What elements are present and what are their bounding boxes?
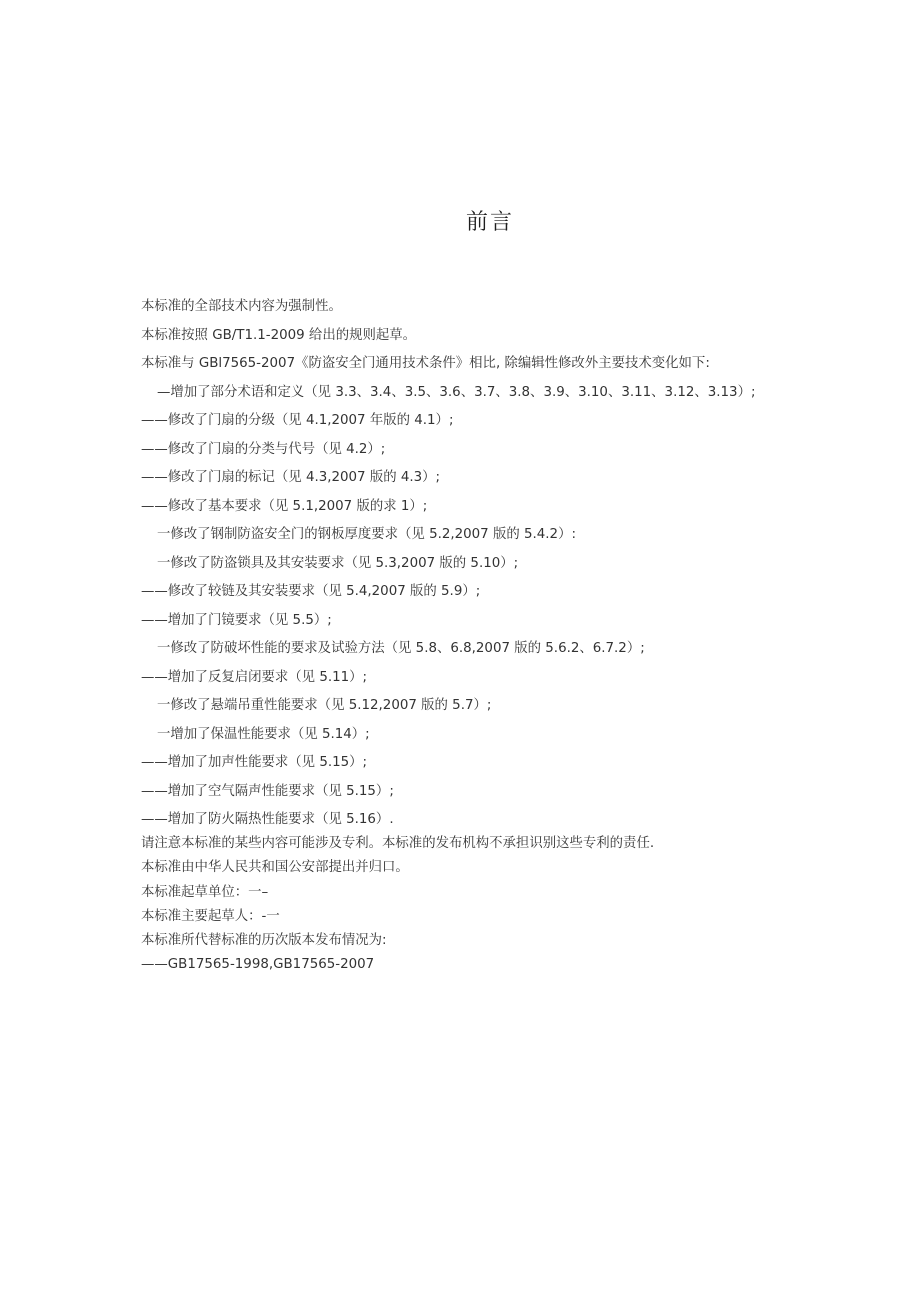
change-item: ——增加了防火隔热性能要求（见 5.16）. xyxy=(141,812,394,827)
paragraph-line: 本标准与 GBl7565-2007《防盗安全门通用技术条件》相比, 除编辑性修改外主要技术变化如下: xyxy=(141,356,710,371)
change-item: ——修改了门扇的标记（见 4.3,2007 版的 4.3）; xyxy=(141,470,441,485)
change-item: 一修改了防破坏性能的要求及试验方法（见 5.8、6.8,2007 版的 5.6.2、6.7.2）; xyxy=(157,641,645,656)
change-item: ——修改了基本要求（见 5.1,2007 版的求 1）; xyxy=(141,498,428,514)
paragraph-line: 本标准所代替标准的历次版本发布情况为: xyxy=(141,932,387,948)
paragraph-line: 本标准由中华人民共和国公安部提出并归口。 xyxy=(141,860,409,876)
change-item: 一修改了防盗锁具及其安装要求（见 5.3,2007 版的 5.10）; xyxy=(157,555,519,571)
change-item: ——修改了门扇的分类与代号（见 4.2）; xyxy=(141,441,386,457)
change-item: ——增加了加声性能要求（见 5.15）; xyxy=(141,755,368,770)
change-item: 一增加了保温性能要求（见 5.14）; xyxy=(157,726,370,742)
change-item: ——修改了门扇的分级（见 4.1,2007 年版的 4.1）; xyxy=(141,413,454,428)
paragraph-line: 本标准的全部技术内容为强制性。 xyxy=(141,299,342,314)
paragraph-line: 本标准主要起草人：-一 xyxy=(141,908,280,924)
change-item: ——修改了较链及其安装要求（见 5.4,2007 版的 5.9）; xyxy=(141,584,481,599)
change-item: ——增加了门镜要求（见 5.5）; xyxy=(141,612,332,628)
paragraph-line: ——GB17565-1998,GB17565-2007 xyxy=(141,957,375,973)
document-body xyxy=(141,296,841,978)
paragraph-line: 请注意本标准的某些内容可能涉及专利。本标准的发布机构不承担识别这些专利的责任. xyxy=(141,836,655,852)
change-item: —增加了部分术语和定义（见 3.3、3.4、3.5、3.6、3.7、3.8、3.9、3.10、3.11、3.12、3.13）; xyxy=(157,384,756,400)
change-item: ——增加了反复启闭要求（见 5.11）; xyxy=(141,669,368,685)
change-item: 一修改了钢制防盗安全门的钢板厚度要求（见 5.2,2007 版的 5.4.2）: xyxy=(157,527,576,542)
page-title: 前言 xyxy=(465,210,514,235)
paragraph-line: 本标准按照 GB/T1.1-2009 给出的规则起草。 xyxy=(141,327,417,343)
change-item: 一修改了悬端吊重性能要求（见 5.12,2007 版的 5.7）; xyxy=(157,698,492,713)
paragraph-line: 本标准起草单位：一– xyxy=(141,884,269,900)
change-item: ——增加了空气隔声性能要求（见 5.15）; xyxy=(141,783,394,799)
